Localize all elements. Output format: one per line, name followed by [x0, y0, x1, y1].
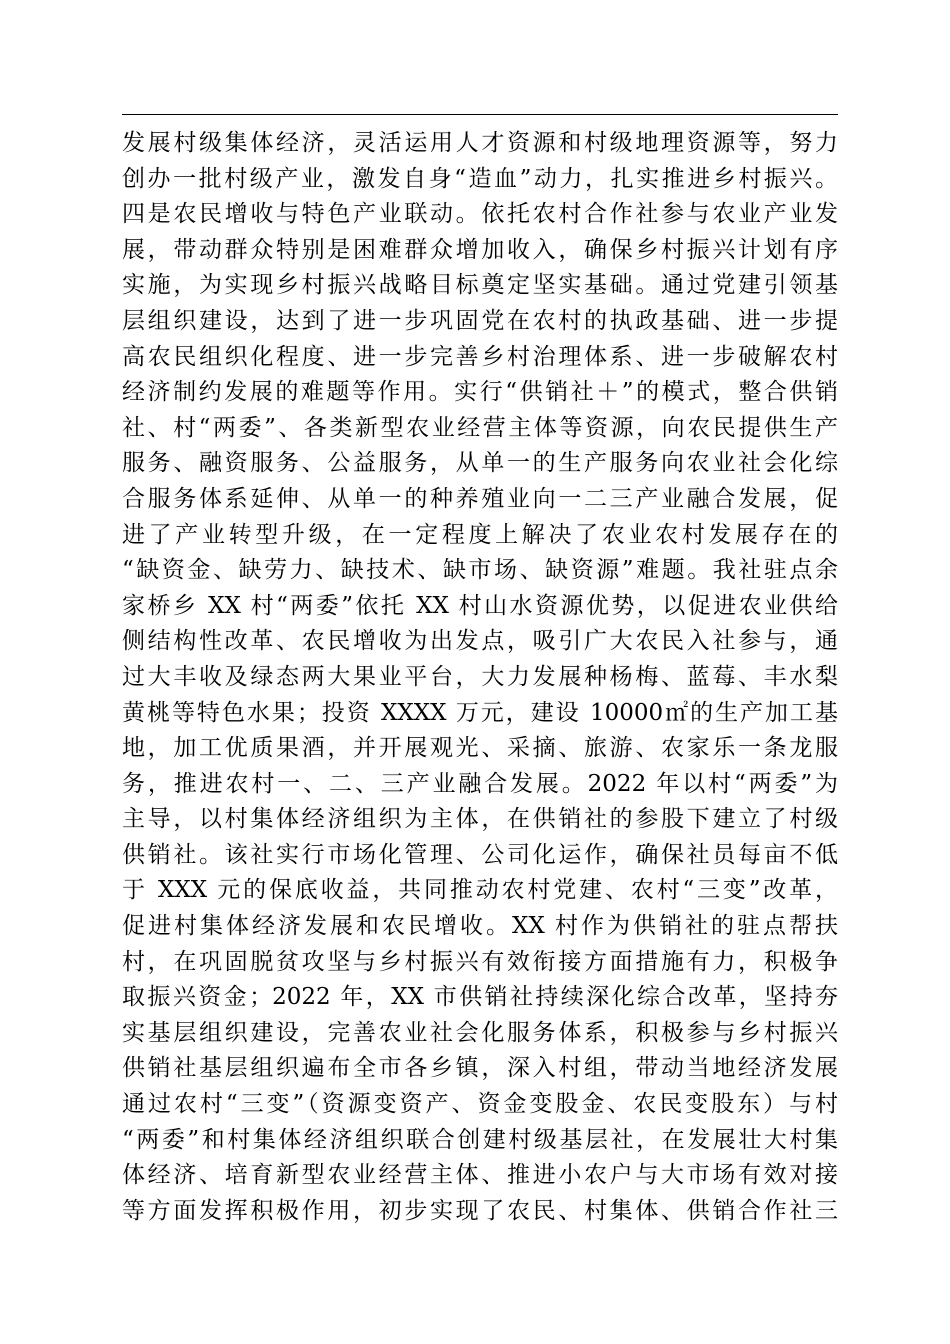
text-line: 黄桃等特色水果；投资 XXXX 万元，建设 10000㎡的生产加工基	[122, 699, 838, 726]
text-line: 服务、融资服务、公益服务，从单一的生产服务向农业社会化综	[122, 450, 838, 477]
text-line: 经济制约发展的难题等作用。实行“供销社＋”的模式，整合供销	[122, 379, 838, 406]
text-line: 展，带动群众特别是困难群众增加收入，确保乡村振兴计划有序	[122, 236, 838, 263]
text-line: 地，加工优质果酒，并开展观光、采摘、旅游、农家乐一条龙服	[122, 735, 838, 762]
text-line: 等方面发挥积极作用，初步实现了农民、村集体、供销合作社三	[122, 1197, 838, 1224]
text-line: 体经济、培育新型农业经营主体、推进小农户与大市场有效对接	[122, 1162, 838, 1189]
text-line: 供销社。该社实行市场化管理、公司化运作，确保社员每亩不低	[122, 841, 838, 868]
text-line: 务，推进农村一、二、三产业融合发展。2022 年以村“两委”为	[122, 770, 838, 797]
body-paragraph	[122, 126, 838, 1229]
text-line: 四是农民增收与特色产业联动。依托农村合作社参与农业产业发	[122, 201, 838, 228]
text-line: 促进村集体经济发展和农民增收。XX 村作为供销社的驻点帮扶	[122, 913, 838, 940]
text-line: “两委”和村集体经济组织联合创建村级基层社，在发展壮大村集	[122, 1126, 838, 1153]
text-line: 主导，以村集体经济组织为主体，在供销社的参股下建立了村级	[122, 806, 838, 833]
text-line: “缺资金、缺劳力、缺技术、缺市场、缺资源”难题。我社驻点余	[122, 557, 838, 584]
text-line: 取振兴资金；2022 年，XX 市供销社持续深化综合改革，坚持夯	[122, 984, 838, 1011]
text-line: 实施，为实现乡村振兴战略目标奠定坚实基础。通过党建引领基	[122, 272, 838, 299]
text-line: 发展村级集体经济，灵活运用人才资源和村级地理资源等，努力	[122, 130, 838, 156]
text-line: 高农民组织化程度、进一步完善乡村治理体系、进一步破解农村	[122, 343, 838, 370]
text-line: 创办一批村级产业，激发自身“造血”动力，扎实推进乡村振兴。	[122, 165, 838, 192]
text-line: 家桥乡 XX 村“两委”依托 XX 村山水资源优势，以促进农业供给	[122, 592, 838, 619]
text-line: 通过农村“三变”（资源变资产、资金变股金、农民变股东）与村	[122, 1091, 838, 1118]
text-line: 合服务体系延伸、从单一的种养殖业向一二三产业融合发展，促	[122, 485, 838, 512]
text-line: 过大丰收及绿态两大果业平台，大力发展种杨梅、蓝莓、丰水梨	[122, 663, 838, 690]
text-line: 供销社基层组织遍布全市各乡镇，深入村组，带动当地经济发展	[122, 1055, 838, 1082]
text-line: 社、村“两委”、各类新型农业经营主体等资源，向农民提供生产	[122, 414, 838, 441]
text-line: 进了产业转型升级，在一定程度上解决了农业农村发展存在的	[122, 521, 838, 548]
text-line: 村，在巩固脱贫攻坚与乡村振兴有效衔接方面措施有力，积极争	[122, 948, 838, 975]
text-line: 实基层组织建设，完善农业社会化服务体系，积极参与乡村振兴	[122, 1019, 838, 1046]
text-line: 层组织建设，达到了进一步巩固党在农村的执政基础、进一步提	[122, 307, 838, 334]
text-line: 于 XXX 元的保底收益，共同推动农村党建、农村“三变”改革，	[122, 877, 838, 904]
text-line: 侧结构性改革、农民增收为出发点，吸引广大农民入社参与，通	[122, 628, 838, 655]
header-rule	[122, 114, 838, 115]
